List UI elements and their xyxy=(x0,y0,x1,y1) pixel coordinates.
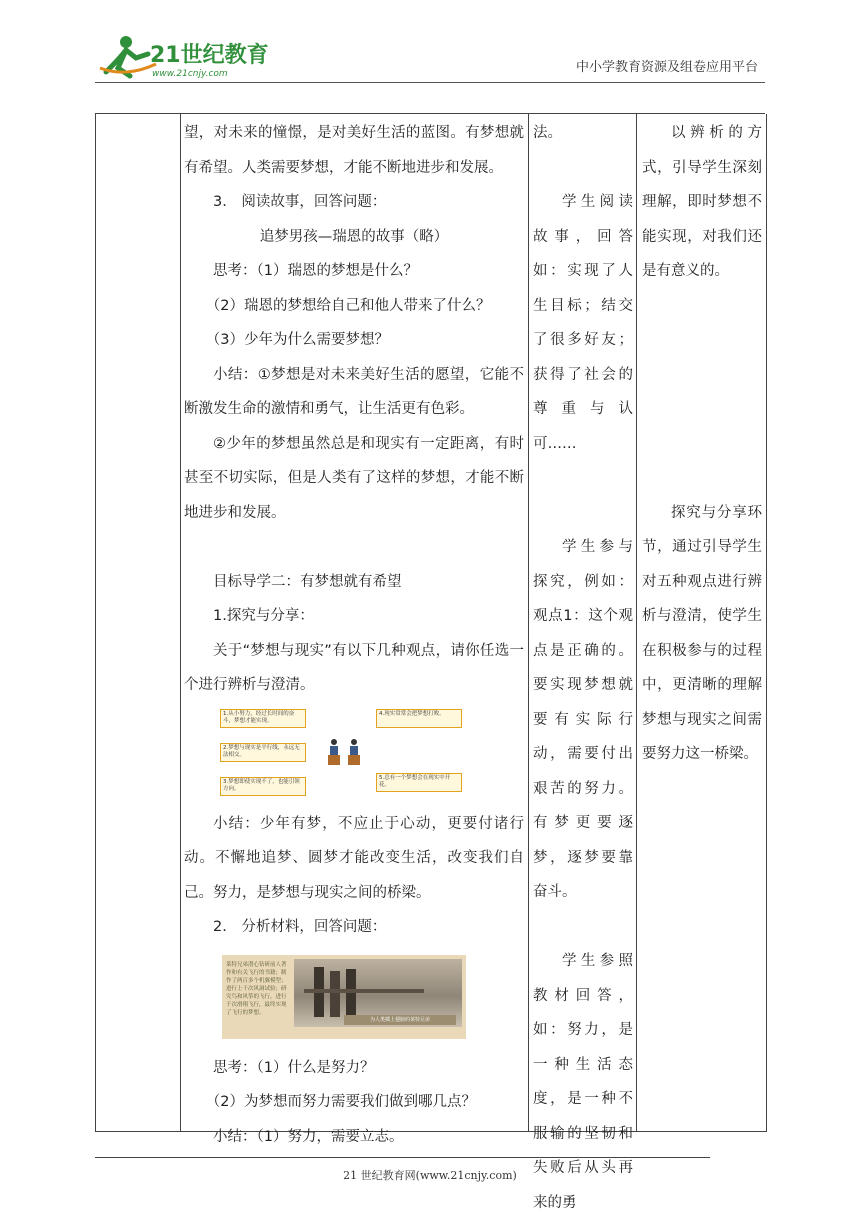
student-activity-column xyxy=(533,114,633,1220)
site-logo xyxy=(96,28,296,84)
logo-sub-text: www.21cnjy.com xyxy=(152,69,228,79)
activity-prompt: 关于“梦想与现实”有以下几种观点，请你任选一个进行辨析与澄清。 xyxy=(184,642,524,693)
question: （2）为梦想而努力需要我们做到哪几点？ xyxy=(205,1094,476,1110)
viewpoints-figure xyxy=(220,709,460,801)
col-divider-3 xyxy=(636,114,637,1131)
teaching-content-column xyxy=(184,114,524,1154)
spacer xyxy=(533,151,633,186)
question: 思考：（1）瑞恩的梦想是什么？ xyxy=(213,263,418,279)
section-heading: 2. 分析材料，回答问题： xyxy=(213,919,387,935)
spacer xyxy=(642,323,762,358)
goal-heading: 目标导学二：有梦想就有希望 xyxy=(213,573,402,590)
viewpoint-box: 4.现实常常会把梦想打败。 xyxy=(376,709,462,728)
spacer xyxy=(533,461,633,496)
footer-text: 21 世纪教育网(www.21cnjy.com) xyxy=(343,1169,517,1182)
spacer xyxy=(533,910,633,945)
viewpoint-box: 3.梦想即使实现不了，也能引领方向。 xyxy=(220,777,306,796)
student-response: 学生参与探究，例如：观点1：这个观点是正确的。要实现梦想就要有实际行动，需要付出艰苦的努力。有梦更要逐梦，逐梦要靠奋斗。 xyxy=(533,539,633,900)
col-divider-2 xyxy=(528,114,529,1131)
platform-title: 中小学教育资源及组卷应用平台 xyxy=(575,60,758,75)
design-intent-column xyxy=(642,114,762,772)
wright-brothers-figure xyxy=(222,955,466,1039)
summary: 小结：少年有梦，不应止于心动，更要付诸行动。不懈地追梦、圆梦才能改变生活，改变我们自己。努力，是梦想与现实之间的桥梁。 xyxy=(184,815,524,901)
spacer xyxy=(642,427,762,462)
figure-text: 莱特兄弟潜心钻研前人著作和有关飞行的书籍；制作了两百多个机翼模型；进行上千次风洞试验；研究鸟和风筝的飞行，进行千次滑翔飞行，最终实现了飞行的梦想。 xyxy=(226,961,287,1016)
activity-heading: 1.探究与分享： xyxy=(213,608,314,624)
runner-logo-icon xyxy=(96,28,296,84)
spacer xyxy=(642,461,762,496)
viewpoint-box: 2.梦想与现实是平行线，永远无法相交。 xyxy=(220,743,306,762)
logo-main-text: 21世纪教育 xyxy=(150,43,269,68)
viewpoint-box: 5.总有一个梦想会在现实中开花。 xyxy=(376,773,462,792)
question: 思考：（1）什么是努力？ xyxy=(213,1059,375,1076)
section-heading: 3. 阅读故事，回答问题： xyxy=(213,194,387,210)
spacer xyxy=(642,289,762,324)
viewpoint-box: 1.从小努力，经过长时间的奋斗，梦想才能实现。 xyxy=(220,709,306,728)
header-divider xyxy=(95,82,765,83)
photo-caption: 为人类插上翅膀的莱特兄弟 xyxy=(344,1015,456,1025)
summary: 小结：（1）努力，需要立志。 xyxy=(213,1128,404,1145)
question: （3）少年为什么需要梦想？ xyxy=(205,332,389,348)
question: （2）瑞恩的梦想给自己和他人带来了什么？ xyxy=(205,297,491,314)
design-note: 探究与分享环节，通过引导学生对五种观点进行辨析与澄清，使学生在积极参与的过程中，更清晰的理解梦想与现实之间需要努力这一桥梁。 xyxy=(642,504,762,762)
col-divider-1 xyxy=(180,114,181,1131)
student-response: 学生阅读故事，回答如：实现了人生目标；结交了很多好友；获得了社会的尊重与认可…… xyxy=(533,194,633,452)
spacer xyxy=(642,392,762,427)
spacer xyxy=(533,496,633,531)
summary: ②少年的梦想虽然总是和现实有一定距离，有时甚至不切实际，但是人类有了这样的梦想，才能不断地进步和发展。 xyxy=(184,435,524,521)
summary: 小结：①梦想是对未来美好生活的愿望，它能不断激发生命的激情和勇气，让生活更有色彩。 xyxy=(184,366,524,417)
student-response: 学生参照教材回答，如：努力，是一种生活态度，是一种不服输的坚韧和失败后从头再来的勇 xyxy=(533,953,633,1211)
footer-divider xyxy=(95,1157,710,1158)
story-title: 追梦男孩—瑞恩的故事（略） xyxy=(259,228,449,245)
design-note: 以辨析的方式，引导学生深刻理解，即时梦想不能实现，对我们还是有意义的。 xyxy=(642,125,762,279)
paragraph: 法。 xyxy=(533,125,562,141)
spacer xyxy=(642,358,762,393)
paragraph: 望，对未来的憧憬，是对美好生活的蓝图。有梦想就有希望。人类需要梦想，才能不断地进步和发展。 xyxy=(184,125,524,176)
debaters-illustration-icon xyxy=(324,737,364,767)
spacer xyxy=(184,530,524,565)
